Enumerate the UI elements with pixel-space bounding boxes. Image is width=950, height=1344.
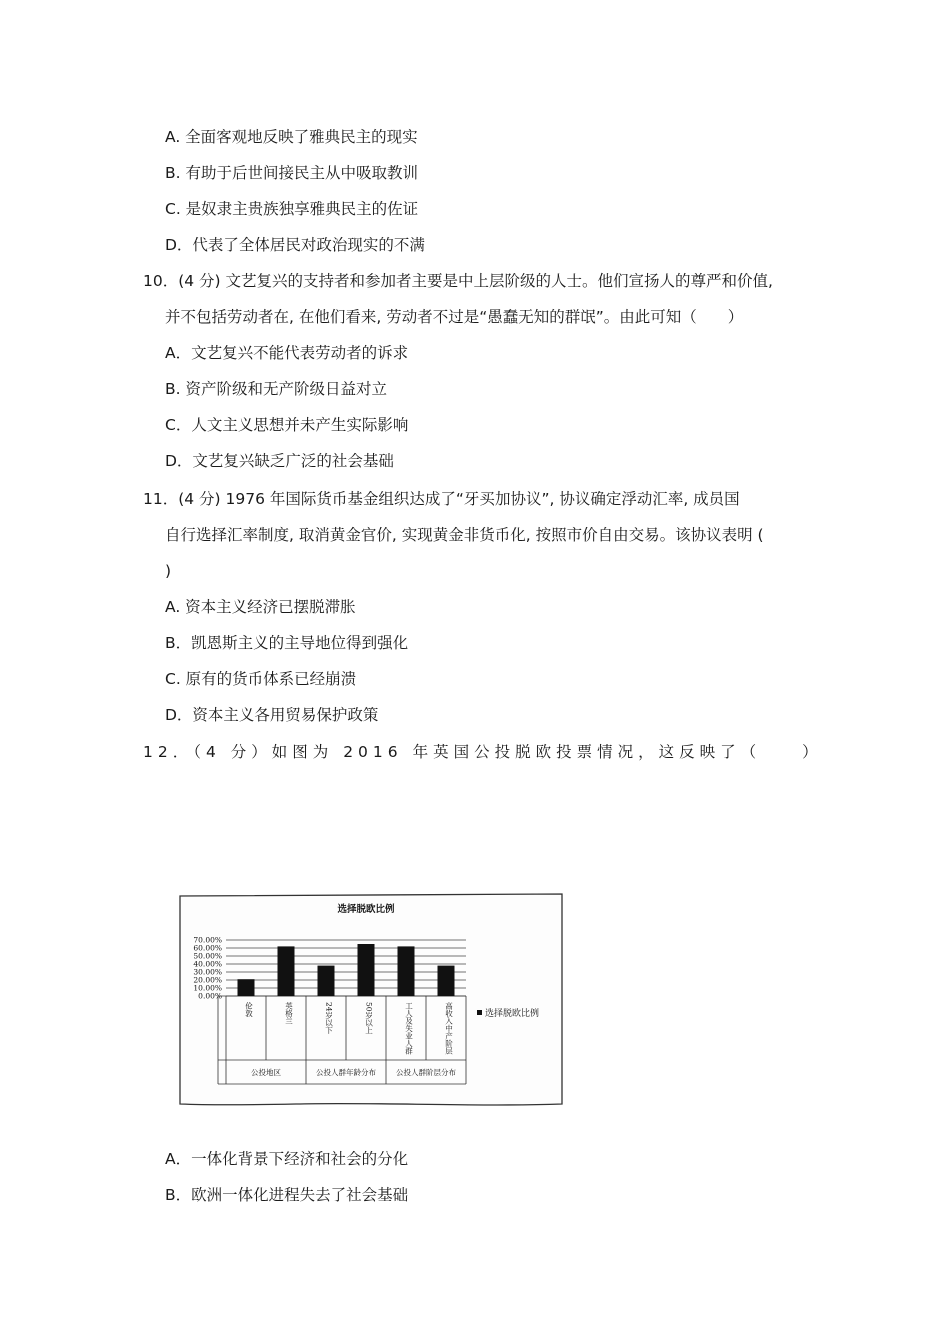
chart-legend [477, 1007, 539, 1019]
y-tick-label: 0.00% [198, 991, 222, 1001]
bar [238, 979, 255, 996]
legend-swatch [477, 1010, 482, 1015]
x-axis-label: 伦敦 [244, 1002, 254, 1017]
y-tick-label: 30.00% [193, 967, 222, 977]
q10-option-a: A．文艺复兴不能代表劳动者的诉求 [165, 344, 409, 362]
q11-stem-line2: 自行选择汇率制度, 取消黄金官价, 实现黄金非货币化, 按照市价自由交易。该协议表明 ( [165, 526, 764, 544]
group-label: 公投地区 [251, 1068, 281, 1077]
y-tick-label: 10.00% [193, 983, 222, 993]
q11-stem-line1: 11．(4 分) 1976 年国际货币基金组织达成了“牙买加协议”, 协议确定浮动汇率, 成员国 [143, 490, 740, 508]
q12-option-b: B．欧洲一体化进程失去了社会基础 [165, 1186, 409, 1204]
brexit-chart-figure [176, 890, 568, 1112]
q12-option-a: A．一体化背景下经济和社会的分化 [165, 1150, 409, 1168]
x-axis-label: 工人及失业人群 [404, 1002, 414, 1055]
y-tick-label: 20.00% [193, 975, 222, 985]
x-axis-label: 24岁以下 [324, 1002, 334, 1035]
q12-stem: 12．（4 分）如图为 2016 年英国公投脱欧投票情况，这反映了（ ） [143, 743, 823, 761]
bar [438, 966, 455, 996]
q9-option-d: D．代表了全体居民对政治现实的不满 [165, 236, 425, 254]
q10-option-b: B. 资产阶级和无产阶级日益对立 [165, 380, 387, 398]
q10-option-d: D．文艺复兴缺乏广泛的社会基础 [165, 452, 394, 470]
q11-stem-line3: ) [165, 562, 172, 580]
q10-stem-line1: 10．(4 分) 文艺复兴的支持者和参加者主要是中上层阶级的人士。他们宣扬人的尊严和价值, [143, 272, 773, 290]
bar [358, 944, 375, 996]
y-tick-label: 60.00% [193, 943, 222, 953]
x-axis-label: 高收入中产阶层 [444, 1002, 454, 1055]
brexit-bar-chart [176, 890, 568, 1112]
q9-option-c: C. 是奴隶主贵族独享雅典民主的佐证 [165, 200, 419, 218]
q11-option-a: A. 资本主义经济已摆脱滞胀 [165, 598, 356, 616]
bar [398, 946, 415, 996]
legend-label: 选择脱欧比例 [485, 1009, 540, 1019]
q10-stem-line2: 并不包括劳动者在, 在他们看来, 劳动者不过是“愚蠢无知的群氓”。由此可知（ ） [165, 308, 744, 326]
q10-option-c: C．人文主义思想并未产生实际影响 [165, 416, 409, 434]
y-tick-label: 40.00% [193, 959, 222, 969]
chart-title: 选择脱欧比例 [337, 904, 395, 915]
y-tick-label: 50.00% [193, 951, 222, 961]
bar [318, 966, 335, 996]
q9-option-b: B. 有助于后世间接民主从中吸取教训 [165, 164, 418, 182]
x-axis-label: 英格兰 [284, 1002, 294, 1025]
y-axis-ticks [193, 936, 222, 1001]
q11-option-b: B．凯恩斯主义的主导地位得到强化 [165, 634, 409, 652]
q9-option-a: A. 全面客观地反映了雅典民主的现实 [165, 128, 418, 146]
y-tick-label: 70.00% [193, 935, 222, 945]
bar [278, 946, 295, 996]
group-label: 公投人群年龄分布 [316, 1068, 376, 1077]
q11-option-c: C. 原有的货币体系已经崩溃 [165, 670, 357, 688]
x-axis-label: 50岁以上 [364, 1002, 374, 1035]
group-label: 公投人群阶层分布 [396, 1068, 456, 1077]
q11-option-d: D．资本主义各用贸易保护政策 [165, 706, 379, 724]
